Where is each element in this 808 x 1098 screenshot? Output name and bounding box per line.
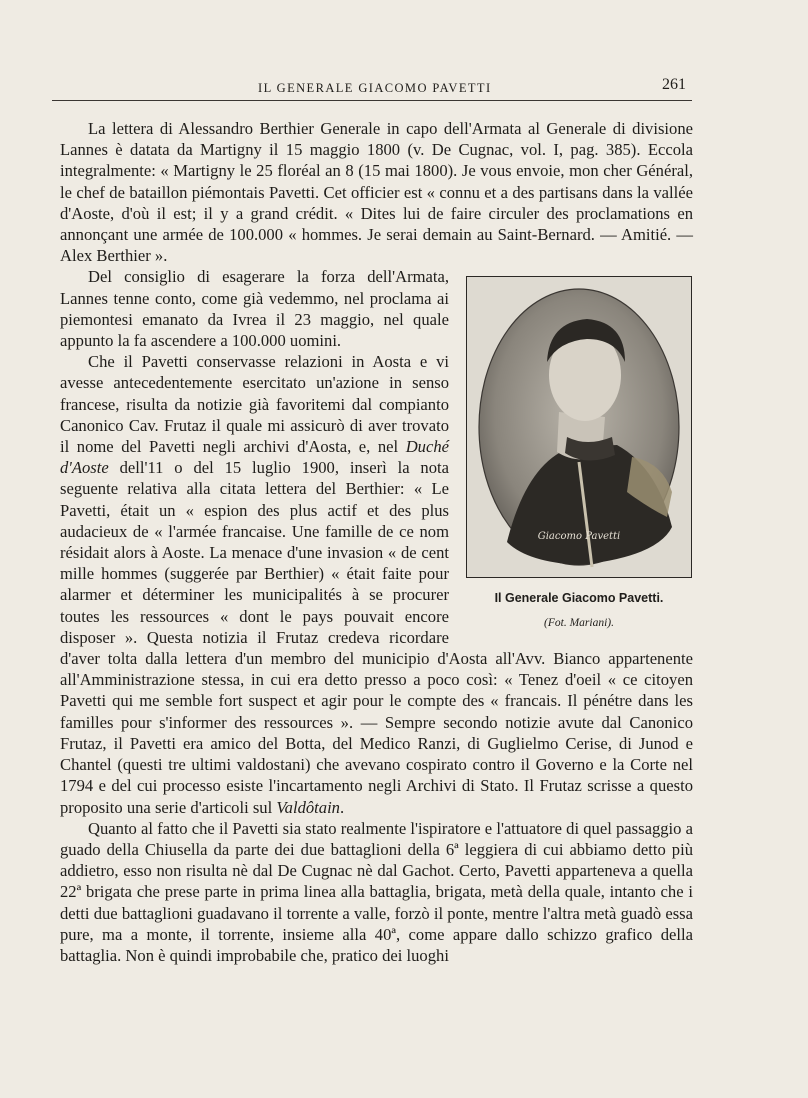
figure-caption: Il Generale Giacomo Pavetti. — [494, 591, 664, 606]
paragraph-2: Del consiglio di esagerare la forza dell'Armata, Lannes tenne conto, come già vedemmo, nel proclama ai piemontesi emanato da Ivrea il 23 maggio, nel quale appunto la fa ascendere a 100.000 uomini. — [60, 267, 449, 351]
running-title: IL GENERALE GIACOMO PAVETTI — [258, 81, 492, 95]
paragraph-1: La lettera di Alessandro Berthier Generale in capo dell'Armata al Generale di divisione Lannes è datata da Martigny il 15 maggio 1800 (v. De Cugnac, vol. I, pag. 385). Eccola integralmente: « Martigny le 25 floréal an 8 (15 mai 1800). Je vous envoie, mon cher Général, le chef de bataillon piémontais Pavetti. Cet officier est « connu et a des partisans dans la vallée d'Aoste, d'où il est; il y a grand crédit. « Dites lui de faire circuler des proclamations en annonçant une armée de 100.000 « hommes. Je serai demain au Saint-Bernard. — Amitié. — Alex Berthier ». — [60, 119, 693, 266]
paragraph-3-part-b: dell'11 o del 15 luglio 1900, inserì la nota seguente relativa alla citata lettera del Berthier: « Le Pavetti, était un « espion des plus actif et des plus audacieux de « l'armée francaise. Une famille de ce nom résidait alors à Aoste. La menace d'une invasion « de cent mille hommes (suggerée par Berthier) « était faite pour alarmer et déterminer les municipalités à se procurer toutes les ressources « dont le pays pouvait encore disposer ». Questa notizia il Frutaz credeva ricordare d'aver tolta dalla lettera d'un membro del municipio d'Aosta all'Avv. Bianco appartenente all'Amministrazione stessa, in cui era detto presso a poco così: « Tenez d'oeil « ce citoyen Pavetti qui me semble fort suspect et agir pour le compte des « francais. Il pénétre dans les familles pour s'informer des ressources ». — Sempre secondo notizie avute dal Canonico Frutaz, il Pavetti era amico del Botta, del Medico Ranzi, di Guglielmo Cerise, di Junod e Chantel (questi tre ultimi valdostani) che avevano cospirato contro il Governo e la Corte nel 1794 e del cui processo esiste l'incartamento negli Archivi di Stato. Il Frutaz scrisse a questo proposito una serie d'articoli sul — [60, 458, 693, 817]
page-header — [52, 74, 692, 101]
valdotain-title: Valdôtain — [276, 797, 340, 817]
portrait-signature: Giacomo Pavetti — [537, 531, 621, 543]
duche-d-aoste-title: Duché d'Aoste — [60, 437, 449, 478]
body-text — [60, 118, 693, 966]
portrait-image — [467, 277, 691, 577]
paragraph-3-part-c: . — [339, 797, 345, 817]
figure-credit: (Fot. Mariani). — [544, 616, 614, 629]
page-number: 261 — [662, 76, 686, 93]
portrait-frame — [466, 276, 692, 578]
portrait-figure — [465, 276, 693, 633]
paragraph-3-part-a: Che il Pavetti conservasse relazioni in Aosta e vi avesse antecedentemente esercitato un'azione in senso francese, risulta da notizie già favoritemi dal compianto Canonico Cav. Frutaz il quale mi assicurò di aver trovato il nome del Pavetti negli archivi d'Aosta, e, nel — [60, 352, 449, 457]
paragraph-4: Quanto al fatto che il Pavetti sia stato realmente l'ispiratore e l'attuatore di quel passaggio a guado della Chiusella da parte dei due battaglioni della 6ª leggiera di cui abbiamo detto più addietro, esso non risulta nè dal De Cugnac nè dal Gachot. Certo, Pavetti apparteneva a quella 22ª brigata che prese parte in prima linea alla battaglia, brigata, metà della quale, intanto che i detti due battaglioni guadavano il torrente a valle, forzò il ponte, mentre l'altra metà guadò essa pure, ma a monte, il torrente, insieme alla 40ª, come appare dallo schizzo grafico della battaglia. Non è quindi improbabile che, pratico dei luoghi — [60, 818, 693, 965]
